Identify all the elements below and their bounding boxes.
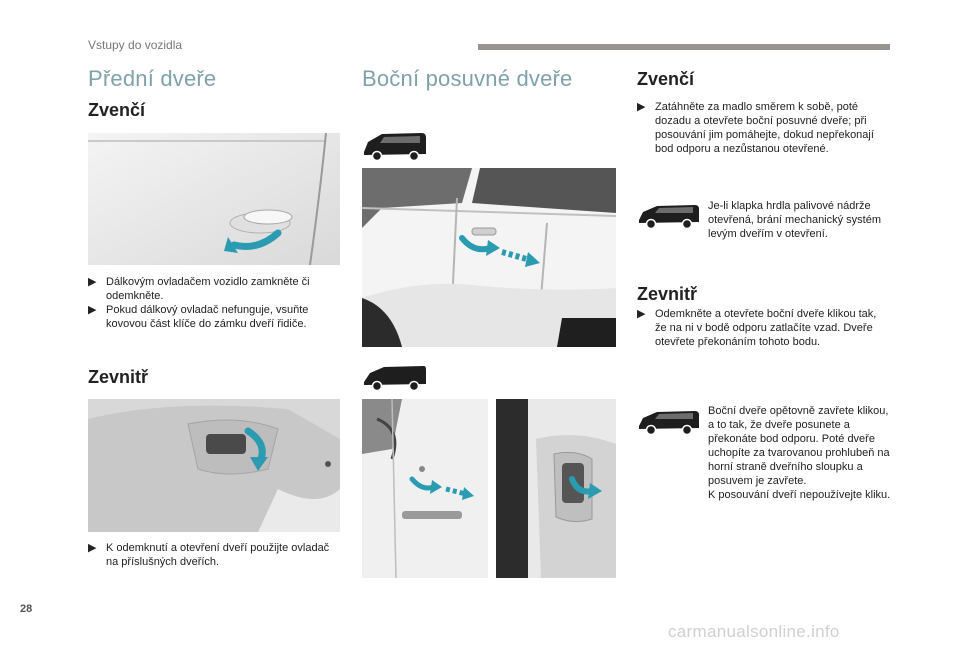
- sliding-door-inside-photo-right: [496, 399, 616, 578]
- pointer-bullet-icon: ▶: [637, 101, 646, 113]
- sliding-door-inside-heading: Zevnitř: [637, 284, 698, 304]
- page-number: 28: [20, 603, 33, 615]
- front-door-title: Přední dveře: [88, 66, 217, 91]
- pointer-bullet-icon: ▶: [637, 308, 646, 320]
- sliding-door-title: Boční posuvné dveře: [362, 66, 573, 91]
- sliding-door-outside-heading: Zvenčí: [637, 69, 695, 89]
- front-outside-bullet-1: ▶ Dálkovým ovladačem vozidlo zamkněte či odemkněte.: [88, 276, 310, 302]
- van-silhouette-icon: [637, 406, 701, 436]
- sliding-outside-bullet-1: ▶ Zatáhněte za madlo směrem k sobě, poté dozadu a otevřete boční posuvné dveře; při posouvání jim pomáhejte, dokud nepřekonají bod odporu a nezůstanou otevřené.: [637, 101, 874, 155]
- sliding-inside-bullet-1: ▶ Odemkněte a otevřete boční dveře klikou tak, že na ni v bodě odporu zatlačíte vzad. Dveře otevřete překonáním tohoto bodu.: [637, 308, 877, 348]
- header-bar: [478, 44, 890, 50]
- section-label: Vstupy do vozidla: [88, 38, 183, 52]
- front-door-inside-heading: Zevnitř: [88, 367, 149, 387]
- van-silhouette-icon: [362, 362, 428, 392]
- pointer-bullet-icon: ▶: [88, 276, 97, 288]
- sliding-door-inside-photo-left: [362, 399, 488, 578]
- front-door-inside-photo: [88, 399, 340, 532]
- van-silhouette-icon: [637, 200, 701, 230]
- watermark: carmanualsonline.info: [668, 622, 840, 641]
- sliding-outside-note: Je-li klapka hrdla palivové nádrže otevřená, brání mechanický systém levým dveřím v otevření.: [708, 200, 882, 240]
- sliding-door-outside-photo: [362, 168, 616, 347]
- pointer-bullet-icon: ▶: [88, 304, 97, 316]
- van-silhouette-icon: [362, 130, 428, 162]
- front-door-outside-photo: [88, 133, 340, 265]
- front-outside-bullet-2: ▶ Pokud dálkový ovladač nefunguje, vsuňte kovovou část klíče do zámku dveří řidiče.: [88, 304, 309, 330]
- front-inside-bullet-1: ▶ K odemknutí a otevření dveří použijte ovladač na příslušných dveřích.: [88, 542, 330, 568]
- pointer-bullet-icon: ▶: [88, 542, 97, 554]
- front-door-outside-heading: Zvenčí: [88, 100, 146, 120]
- sliding-inside-note: Boční dveře opětovně zavřete klikou, a to tak, že dveře posunete a překonáte bod odporu. Poté dveře uchopíte za tvarovanou prohlubeň na horní straně dveřního sloupku a posuvem je zavřete. K posouvání dveří nepoužívejte kliku.: [708, 405, 891, 501]
